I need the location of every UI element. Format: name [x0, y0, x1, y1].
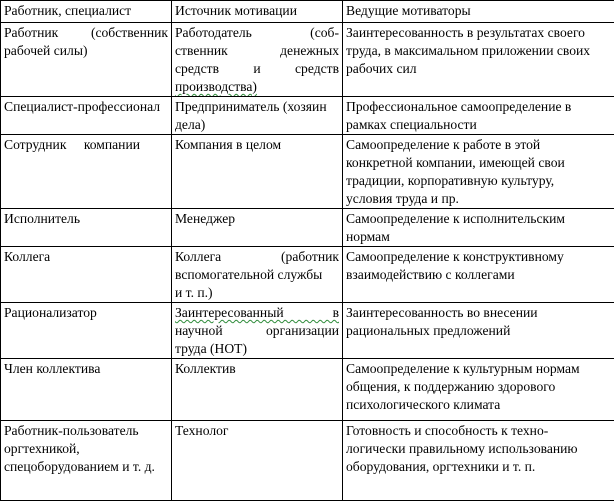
source-cell	[172, 135, 343, 209]
source-cell	[172, 23, 343, 97]
source-line: Технолог	[175, 422, 339, 440]
worker-line: Коллега	[4, 248, 168, 266]
source-line: дела)	[175, 116, 339, 134]
worker-cell	[1, 209, 172, 247]
worker-line: Исполнитель	[4, 210, 168, 228]
motivators-cell	[343, 135, 614, 209]
table-row	[1, 135, 614, 209]
source-word: Заинтересованный в	[175, 305, 339, 320]
motivators-line: условия труда и пр.	[346, 190, 611, 208]
worker-line: Специалист-профессионал	[4, 98, 168, 116]
motivators-line: нормам	[346, 228, 611, 246]
table-header-row	[1, 1, 614, 23]
worker-line: Член коллектива	[4, 360, 168, 378]
worker-cell	[1, 97, 172, 135]
motivators-line: Самоопределение к культурным нормам	[346, 360, 611, 378]
motivators-line: взаимодействию с коллегами	[346, 266, 611, 284]
source-line: производства)	[175, 78, 257, 96]
motivators-cell	[343, 247, 614, 303]
source-line: Работодатель (соб-	[175, 24, 339, 42]
motivators-line: труда, в максимальном приложении своих	[346, 42, 611, 60]
motivators-cell	[343, 23, 614, 97]
worker-line: спецоборудованием и т. д.	[4, 458, 168, 476]
motivators-line: Заинтересованность во внесении	[346, 304, 611, 322]
worker-line: Сотрудник компании	[4, 136, 168, 154]
source-line: ственник денежных	[175, 42, 339, 60]
worker-cell	[1, 247, 172, 303]
worker-line: Работник (собственник	[4, 24, 168, 42]
table-row	[1, 247, 614, 303]
motivators-line: рациональных предложений	[346, 322, 611, 340]
motivators-line: Профессиональное самоопределение в	[346, 98, 611, 116]
motivators-line: общения, к поддержанию здорового	[346, 378, 611, 396]
motivators-line: логически правильному использованию	[346, 440, 611, 458]
table-row	[1, 303, 614, 359]
source-line: Менеджер	[175, 210, 339, 228]
motivators-line: рамках специальности	[346, 116, 611, 134]
motivators-cell	[343, 421, 614, 501]
motivators-cell	[343, 303, 614, 359]
header-motivators: Ведущие мотиваторы	[343, 1, 614, 23]
source-line: научной организации	[175, 322, 339, 340]
header-worker: Работник, специалист	[1, 1, 172, 23]
source-line: Компания в целом	[175, 136, 339, 154]
table-row	[1, 97, 614, 135]
motivators-cell	[343, 209, 614, 247]
motivators-line: Заинтересованность в результатах своего	[346, 24, 611, 42]
source-cell	[172, 421, 343, 501]
source-line: труда (НОТ)	[175, 340, 339, 358]
worker-cell	[1, 303, 172, 359]
motivators-line: конкретной компании, имеющей свои	[346, 154, 611, 172]
worker-line: рабочей силы)	[4, 42, 168, 60]
motivators-line: Самоопределение к исполнительским	[346, 210, 611, 228]
worker-cell	[1, 135, 172, 209]
table-row	[1, 23, 614, 97]
source-cell	[172, 359, 343, 421]
source-line: средств и средств	[175, 60, 339, 78]
motivators-line: рабочих сил	[346, 60, 611, 78]
worker-cell	[1, 359, 172, 421]
table-row	[1, 359, 614, 421]
worker-cell	[1, 23, 172, 97]
table-row	[1, 421, 614, 501]
source-line: Коллега (работник	[175, 248, 339, 266]
worker-line: оргтехникой,	[4, 440, 168, 458]
source-cell	[172, 247, 343, 303]
worker-cell	[1, 421, 172, 501]
motivators-cell	[343, 97, 614, 135]
motivators-line: Самоопределение к работе в этой	[346, 136, 611, 154]
motivators-line: Готовность и способность к техно-	[346, 422, 611, 440]
source-cell	[172, 303, 343, 359]
source-line	[175, 304, 339, 322]
motivators-line: традиции, корпоративную культуру,	[346, 172, 611, 190]
source-cell	[172, 209, 343, 247]
header-source: Источник мотивации	[172, 1, 343, 23]
motivators-cell	[343, 359, 614, 421]
source-line: Предприниматель (хозяин	[175, 98, 339, 116]
motivators-line: Самоопределение к конструктивному	[346, 248, 611, 266]
source-line: Коллектив	[175, 360, 339, 378]
source-line: вспомогательной службы	[175, 266, 339, 284]
motivators-line: психологического климата	[346, 396, 611, 414]
source-cell	[172, 97, 343, 135]
worker-line: Рационализатор	[4, 304, 168, 322]
worker-line: Работник-пользователь	[4, 422, 168, 440]
table-row	[1, 209, 614, 247]
source-line: и т. п.)	[175, 284, 339, 302]
motivators-line: оборудования, оргтехники и т. п.	[346, 458, 611, 476]
